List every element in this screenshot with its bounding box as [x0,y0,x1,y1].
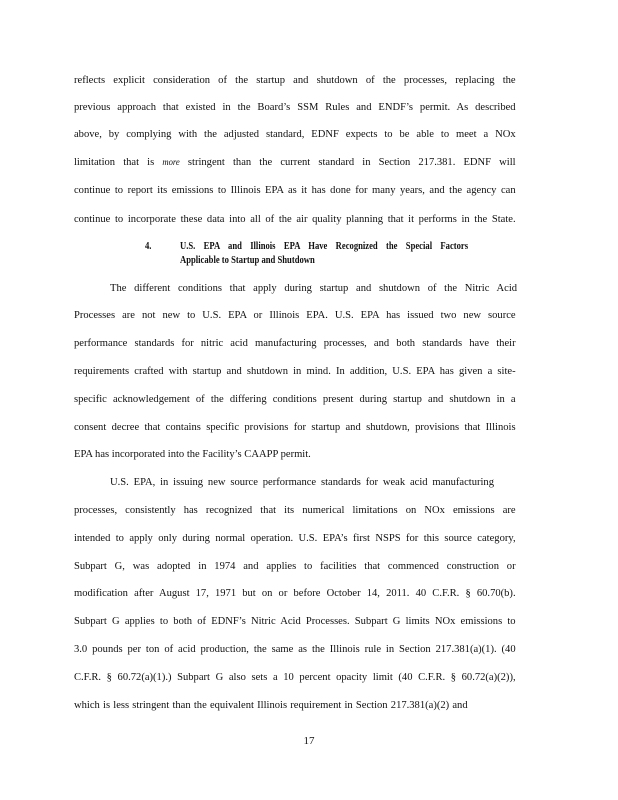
section-heading-line-1: U.S. EPA and Illinois EPA Have Recognized the Special Factors [180,241,469,252]
paragraph-2-line-1: The different conditions that apply during startup and shutdown of the Nitric Acid [110,282,518,294]
paragraph-3-line-3: intended to apply only during normal operation. U.S. EPA’s first NSPS for this source category, [74,532,516,544]
paragraph-2-line-2: Processes are not new to U.S. EPA or Illinois EPA. U.S. EPA has issued two new source [74,309,516,321]
paragraph-1-line-4 [74,155,516,169]
paragraph-2-line-7: EPA has incorporated into the Facility’s CAAPP permit. [74,448,311,460]
page-number: 17 [303,735,315,747]
paragraph-1-line-6: continue to incorporate these data into all of the air quality planning that it performs in the State. [74,213,516,225]
section-heading-line-2: Applicable to Startup and Shutdown [180,255,315,266]
paragraph-1-line-2: previous approach that existed in the Board’s SSM Rules and ENDF’s permit. As described [74,101,516,113]
paragraph-3-line-6: Subpart G applies to both of EDNF’s Nitric Acid Processes. Subpart G limits NOx emissions to [74,615,516,627]
paragraph-3-line-8: C.F.R. § 60.72(a)(1).) Subpart G also sets a 10 percent opacity limit (40 C.F.R. § 60.72(a)(2)), [74,671,516,683]
paragraph-3-line-9: which is less stringent than the equivalent Illinois requirement in Section 217.381(a)(2) and [74,699,468,711]
line-4-rest: stringent than the current standard in Section 217.381. EDNF will [187,156,516,168]
paragraph-2-line-5: specific acknowledgement of the differing conditions present during startup and shutdown in a [74,393,516,405]
paragraph-1-line-5: continue to report its emissions to Illinois EPA as it has done for many years, and the agency can [74,184,516,196]
emphasis-more: more [162,157,180,167]
paragraph-1-line-1: reflects explicit consideration of the startup and shutdown of the processes, replacing the [74,74,516,86]
paragraph-3-line-1: U.S. EPA, in issuing new source performance standards for weak acid manufacturing [110,476,494,488]
paragraph-2-line-3: performance standards for nitric acid manufacturing processes, and both standards have their [74,337,516,349]
paragraph-3-line-5: modification after August 17, 1971 but on or before October 14, 2011. 40 C.F.R. § 60.70(b). [74,587,516,599]
line-4-prefix: limitation that is [74,156,155,168]
paragraph-2-line-4: requirements crafted with startup and shutdown in mind. In addition, U.S. EPA has given a site- [74,365,516,377]
paragraph-3-line-2: processes, consistently has recognized that its numerical limitations on NOx emissions are [74,504,516,516]
section-heading-number: 4. [145,241,152,252]
paragraph-2-line-6: consent decree that contains specific provisions for startup and shutdown, provisions that Illinois [74,421,516,433]
paragraph-1-line-3: above, by complying with the adjusted standard, EDNF expects to be able to meet a NOx [74,128,516,140]
paragraph-3-line-4: Subpart G, was adopted in 1974 and applies to facilities that commenced construction or [74,560,516,572]
paragraph-3-line-7: 3.0 pounds per ton of acid production, the same as the Illinois rule in Section 217.381(a)(1). (40 [74,643,516,655]
